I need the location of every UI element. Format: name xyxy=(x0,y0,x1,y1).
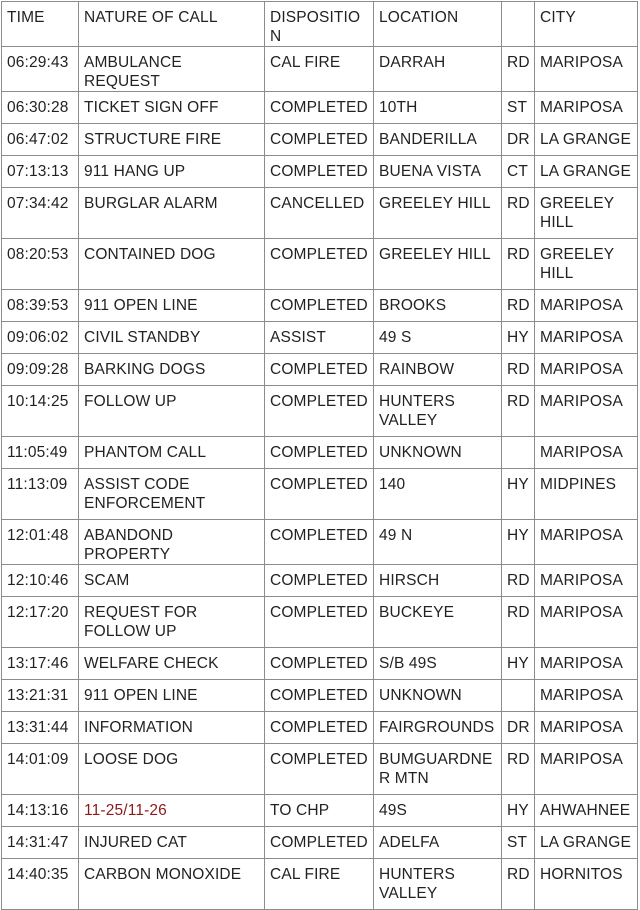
cell-city: MARIPOSA xyxy=(535,47,638,92)
cell-suffix: HY xyxy=(502,648,535,680)
header-disposition: DISPOSITION xyxy=(265,2,374,47)
table-row xyxy=(2,827,638,859)
cell-time: 13:31:44 xyxy=(2,712,79,744)
cell-nature: ABANDOND PROPERTY xyxy=(79,520,265,565)
cell-disposition: COMPLETED xyxy=(265,124,374,156)
cell-city: MARIPOSA xyxy=(535,354,638,386)
table-row xyxy=(2,469,638,520)
cell-suffix: RD xyxy=(502,290,535,322)
cell-disposition: CANCELLED xyxy=(265,188,374,239)
cell-location: 49 S xyxy=(374,322,502,354)
cell-disposition: COMPLETED xyxy=(265,744,374,795)
cell-suffix xyxy=(502,437,535,469)
table-row xyxy=(2,565,638,597)
cell-suffix: RD xyxy=(502,354,535,386)
cell-nature: SCAM xyxy=(79,565,265,597)
cell-suffix: RD xyxy=(502,239,535,290)
cell-location: DARRAH xyxy=(374,47,502,92)
cell-suffix: RD xyxy=(502,859,535,910)
table-row xyxy=(2,859,638,910)
cell-location: ADELFA xyxy=(374,827,502,859)
cell-disposition: COMPLETED xyxy=(265,565,374,597)
cell-location: GREELEY HILL xyxy=(374,188,502,239)
cell-time: 08:20:53 xyxy=(2,239,79,290)
cell-suffix xyxy=(502,680,535,712)
cell-location: UNKNOWN xyxy=(374,437,502,469)
table-row xyxy=(2,795,638,827)
cell-time: 14:13:16 xyxy=(2,795,79,827)
cell-disposition: COMPLETED xyxy=(265,520,374,565)
table-row xyxy=(2,520,638,565)
cell-suffix: HY xyxy=(502,322,535,354)
cell-location: 10TH xyxy=(374,92,502,124)
cell-location: BUENA VISTA xyxy=(374,156,502,188)
cell-location: BROOKS xyxy=(374,290,502,322)
cell-suffix: DR xyxy=(502,712,535,744)
cell-time: 12:10:46 xyxy=(2,565,79,597)
cell-nature: CIVIL STANDBY xyxy=(79,322,265,354)
cell-disposition: COMPLETED xyxy=(265,437,374,469)
cell-disposition: TO CHP xyxy=(265,795,374,827)
table-row xyxy=(2,188,638,239)
cell-disposition: COMPLETED xyxy=(265,597,374,648)
cell-suffix: HY xyxy=(502,469,535,520)
cell-city: MARIPOSA xyxy=(535,290,638,322)
cell-nature: STRUCTURE FIRE xyxy=(79,124,265,156)
header-location: LOCATION xyxy=(374,2,502,47)
cell-city: HORNITOS xyxy=(535,859,638,910)
call-log-table xyxy=(1,1,638,910)
cell-city: MARIPOSA xyxy=(535,386,638,437)
table-row xyxy=(2,290,638,322)
cell-city: MARIPOSA xyxy=(535,712,638,744)
cell-suffix: ST xyxy=(502,92,535,124)
cell-nature: LOOSE DOG xyxy=(79,744,265,795)
cell-time: 13:21:31 xyxy=(2,680,79,712)
cell-time: 09:06:02 xyxy=(2,322,79,354)
header-time: TIME xyxy=(2,2,79,47)
table-row xyxy=(2,322,638,354)
cell-disposition: COMPLETED xyxy=(265,92,374,124)
cell-nature: TICKET SIGN OFF xyxy=(79,92,265,124)
cell-nature: WELFARE CHECK xyxy=(79,648,265,680)
table-row xyxy=(2,437,638,469)
cell-nature: 911 OPEN LINE xyxy=(79,290,265,322)
cell-suffix: HY xyxy=(502,520,535,565)
cell-location: FAIRGROUNDS xyxy=(374,712,502,744)
cell-time: 06:30:28 xyxy=(2,92,79,124)
header-nature: NATURE OF CALL xyxy=(79,2,265,47)
cell-suffix: CT xyxy=(502,156,535,188)
cell-nature: 911 OPEN LINE xyxy=(79,680,265,712)
cell-disposition: COMPLETED xyxy=(265,469,374,520)
cell-time: 06:29:43 xyxy=(2,47,79,92)
cell-location: HUNTERS VALLEY xyxy=(374,859,502,910)
cell-time: 11:13:09 xyxy=(2,469,79,520)
cell-nature: CARBON MONOXIDE xyxy=(79,859,265,910)
cell-location: UNKNOWN xyxy=(374,680,502,712)
cell-suffix: HY xyxy=(502,795,535,827)
cell-city: LA GRANGE xyxy=(535,124,638,156)
cell-time: 07:13:13 xyxy=(2,156,79,188)
cell-city: GREELEY HILL xyxy=(535,239,638,290)
cell-city: MARIPOSA xyxy=(535,744,638,795)
table-row xyxy=(2,47,638,92)
cell-city: GREELEY HILL xyxy=(535,188,638,239)
cell-disposition: ASSIST xyxy=(265,322,374,354)
cell-time: 12:01:48 xyxy=(2,520,79,565)
cell-time: 06:47:02 xyxy=(2,124,79,156)
cell-location: BANDERILLA xyxy=(374,124,502,156)
cell-time: 07:34:42 xyxy=(2,188,79,239)
cell-nature: CONTAINED DOG xyxy=(79,239,265,290)
cell-city: MARIPOSA xyxy=(535,520,638,565)
cell-disposition: COMPLETED xyxy=(265,354,374,386)
cell-time: 11:05:49 xyxy=(2,437,79,469)
cell-suffix: RD xyxy=(502,565,535,597)
cell-disposition: COMPLETED xyxy=(265,239,374,290)
cell-nature: 911 HANG UP xyxy=(79,156,265,188)
table-row xyxy=(2,92,638,124)
cell-time: 12:17:20 xyxy=(2,597,79,648)
cell-suffix: RD xyxy=(502,47,535,92)
cell-nature: REQUEST FOR FOLLOW UP xyxy=(79,597,265,648)
table-row xyxy=(2,680,638,712)
cell-nature: AMBULANCE REQUEST xyxy=(79,47,265,92)
cell-disposition: COMPLETED xyxy=(265,648,374,680)
table-row xyxy=(2,386,638,437)
cell-nature: INFORMATION xyxy=(79,712,265,744)
cell-suffix: DR xyxy=(502,124,535,156)
cell-disposition: COMPLETED xyxy=(265,386,374,437)
cell-suffix: RD xyxy=(502,744,535,795)
cell-city: LA GRANGE xyxy=(535,827,638,859)
cell-disposition: CAL FIRE xyxy=(265,859,374,910)
cell-disposition: COMPLETED xyxy=(265,712,374,744)
cell-time: 14:31:47 xyxy=(2,827,79,859)
cell-location: BUMGUARDNER MTN xyxy=(374,744,502,795)
cell-suffix: RD xyxy=(502,386,535,437)
table-row xyxy=(2,354,638,386)
cell-suffix: ST xyxy=(502,827,535,859)
cell-city: MARIPOSA xyxy=(535,565,638,597)
table-row xyxy=(2,648,638,680)
cell-disposition: COMPLETED xyxy=(265,290,374,322)
cell-city: MARIPOSA xyxy=(535,648,638,680)
cell-location: HIRSCH xyxy=(374,565,502,597)
cell-nature: BURGLAR ALARM xyxy=(79,188,265,239)
cell-city: MIDPINES xyxy=(535,469,638,520)
cell-location: 49S xyxy=(374,795,502,827)
header-city: CITY xyxy=(535,2,638,47)
table-row xyxy=(2,156,638,188)
cell-nature: PHANTOM CALL xyxy=(79,437,265,469)
table-row xyxy=(2,744,638,795)
table-row xyxy=(2,597,638,648)
table-row xyxy=(2,239,638,290)
cell-nature: BARKING DOGS xyxy=(79,354,265,386)
cell-time: 09:09:28 xyxy=(2,354,79,386)
cell-time: 08:39:53 xyxy=(2,290,79,322)
cell-time: 13:17:46 xyxy=(2,648,79,680)
header-suffix xyxy=(502,2,535,47)
cell-location: 49 N xyxy=(374,520,502,565)
table-row xyxy=(2,124,638,156)
cell-suffix: RD xyxy=(502,597,535,648)
cell-nature: ASSIST CODE ENFORCEMENT xyxy=(79,469,265,520)
cell-disposition: COMPLETED xyxy=(265,680,374,712)
cell-location: 140 xyxy=(374,469,502,520)
table-row xyxy=(2,712,638,744)
cell-city: LA GRANGE xyxy=(535,156,638,188)
cell-city: AHWAHNEE xyxy=(535,795,638,827)
cell-time: 10:14:25 xyxy=(2,386,79,437)
cell-suffix: RD xyxy=(502,188,535,239)
cell-city: MARIPOSA xyxy=(535,92,638,124)
cell-location: GREELEY HILL xyxy=(374,239,502,290)
header-row xyxy=(2,2,638,47)
cell-disposition: COMPLETED xyxy=(265,156,374,188)
cell-location: BUCKEYE xyxy=(374,597,502,648)
cell-location: HUNTERS VALLEY xyxy=(374,386,502,437)
cell-time: 14:01:09 xyxy=(2,744,79,795)
cell-disposition: CAL FIRE xyxy=(265,47,374,92)
cell-location: RAINBOW xyxy=(374,354,502,386)
cell-disposition: COMPLETED xyxy=(265,827,374,859)
cell-nature: 11-25/11-26 xyxy=(79,795,265,827)
cell-city: MARIPOSA xyxy=(535,597,638,648)
cell-nature: INJURED CAT xyxy=(79,827,265,859)
cell-city: MARIPOSA xyxy=(535,322,638,354)
cell-time: 14:40:35 xyxy=(2,859,79,910)
cell-location: S/B 49S xyxy=(374,648,502,680)
cell-nature: FOLLOW UP xyxy=(79,386,265,437)
cell-city: MARIPOSA xyxy=(535,680,638,712)
cell-city: MARIPOSA xyxy=(535,437,638,469)
